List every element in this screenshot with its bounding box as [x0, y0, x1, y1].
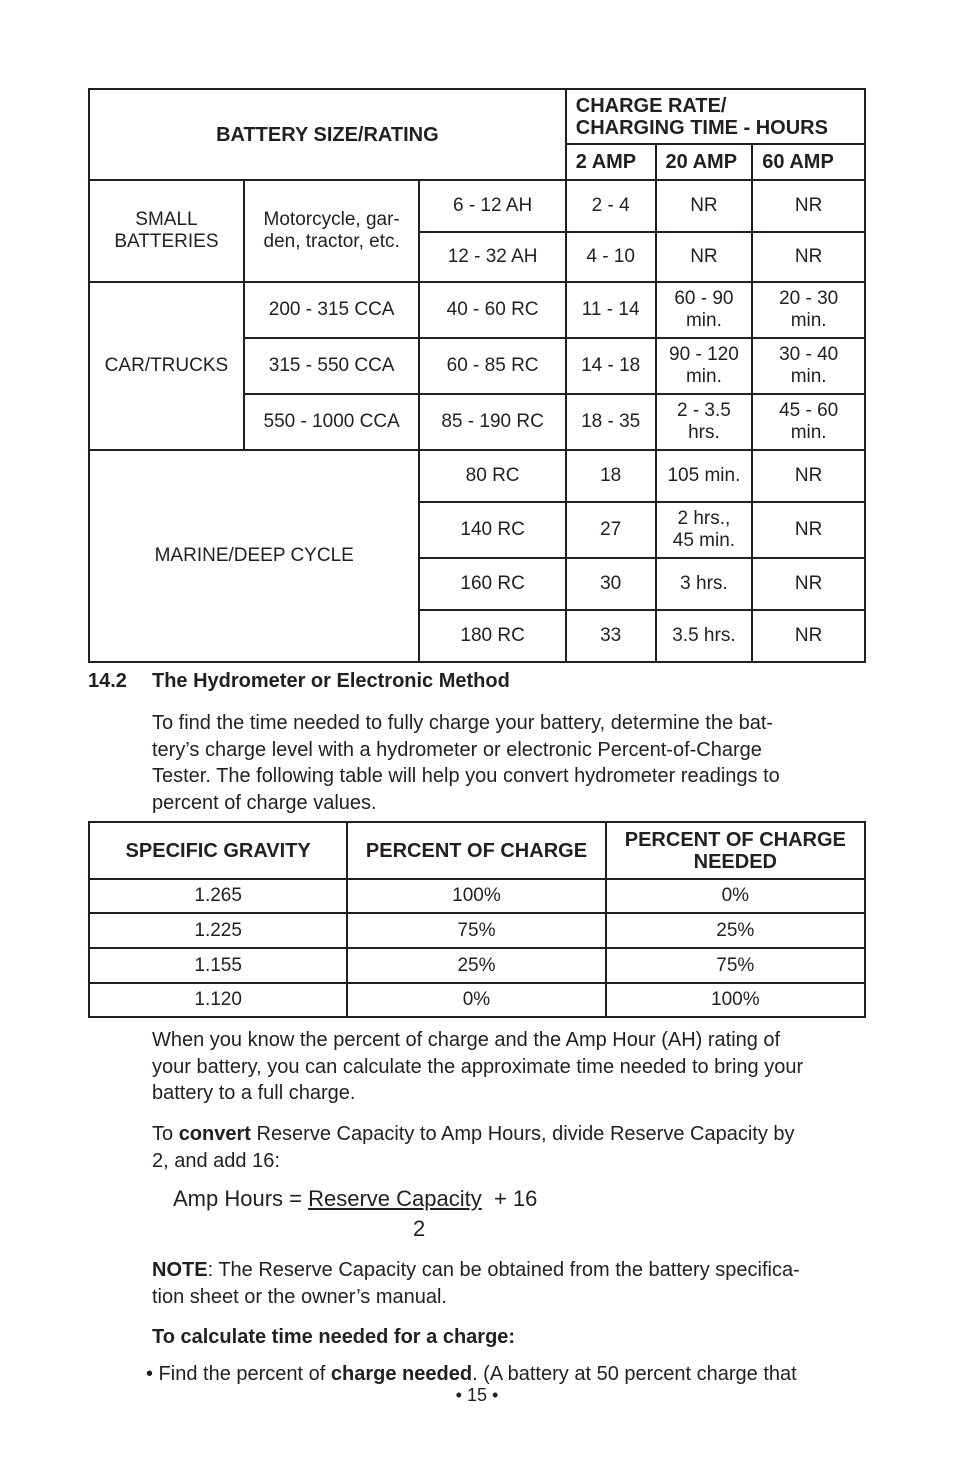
- table-row: [89, 948, 865, 983]
- car-trucks-label: CAR/TRUCKS: [89, 282, 244, 450]
- header-20-amp: 20 AMP: [656, 144, 753, 180]
- gravity-cell: 1.120: [89, 983, 347, 1017]
- header-60-amp: 60 AMP: [752, 144, 865, 180]
- amp2-cell: 18 - 35: [566, 394, 656, 450]
- amp2-cell: 11 - 14: [566, 282, 656, 338]
- table-row: [89, 913, 865, 948]
- table-row: [89, 983, 865, 1017]
- amp2-cell: 33: [566, 610, 656, 662]
- amp2-cell: 30: [566, 558, 656, 610]
- rc-cell: 160 RC: [419, 558, 565, 610]
- cca-cell: 550 - 1000 CCA: [244, 394, 420, 450]
- section-title: The Hydrometer or Electronic Method: [152, 670, 510, 692]
- amp60-cell: 45 - 60 min.: [752, 394, 865, 450]
- intro-paragraph: To find the time needed to fully charge your battery, determine the bat- tery’s charge level with a hydrometer or electronic Percent-of-Charge Tester. The following table will help you convert hydrometer readings to percent of charge values.: [152, 712, 780, 814]
- amp60-cell: NR: [752, 610, 865, 662]
- amp2-cell: 14 - 18: [566, 338, 656, 394]
- formula-plus: + 16: [481, 1186, 538, 1211]
- needed-cell: 0%: [606, 879, 865, 913]
- marine-deep-cycle-label: MARINE/DEEP CYCLE: [89, 450, 419, 662]
- section-number: 14.2: [88, 670, 127, 692]
- rating-cell: 6 - 12 AH: [419, 180, 565, 232]
- amp2-cell: 27: [566, 502, 656, 558]
- specific-gravity-table: [88, 821, 866, 1018]
- amp20-cell: 2 - 3.5 hrs.: [656, 394, 753, 450]
- cca-cell: 200 - 315 CCA: [244, 282, 420, 338]
- note-label: NOTE: [152, 1259, 208, 1281]
- note-text: : The Reserve Capacity can be obtained from the battery specifica- tion sheet or the owner’s manual.: [152, 1259, 800, 1308]
- convert-pre: To: [152, 1123, 179, 1145]
- amp20-cell: 90 - 120 min.: [656, 338, 753, 394]
- gravity-cell: 1.265: [89, 879, 347, 913]
- amp20-cell: NR: [656, 232, 753, 282]
- calc-heading: To calculate time needed for a charge:: [152, 1326, 516, 1348]
- amp60-cell: NR: [752, 502, 865, 558]
- header-2-amp: 2 AMP: [566, 144, 656, 180]
- formula-lhs: Amp Hours =: [173, 1186, 309, 1211]
- bullet-pre: • Find the percent of: [146, 1363, 331, 1385]
- needed-cell: 100%: [606, 983, 865, 1017]
- amp20-cell: 105 min.: [656, 450, 753, 502]
- cca-cell: 315 - 550 CCA: [244, 338, 420, 394]
- percent-cell: 75%: [347, 913, 605, 948]
- charge-rate-table: [88, 88, 866, 663]
- amp20-cell: 3 hrs.: [656, 558, 753, 610]
- rating-cell: 12 - 32 AH: [419, 232, 565, 282]
- amp2-cell: 2 - 4: [566, 180, 656, 232]
- amp60-cell: NR: [752, 450, 865, 502]
- amp2-cell: 18: [566, 450, 656, 502]
- table-row: [89, 180, 865, 232]
- table-row: [89, 282, 865, 338]
- table-row: [89, 879, 865, 913]
- needed-cell: 25%: [606, 913, 865, 948]
- needed-cell: 75%: [606, 948, 865, 983]
- amp-hours-formula: [173, 1186, 537, 1212]
- header-percent-needed: PERCENT OF CHARGE NEEDED: [606, 822, 865, 879]
- bullet-post: . (A battery at 50 percent charge that: [472, 1363, 797, 1385]
- rc-cell: 85 - 190 RC: [419, 394, 565, 450]
- percent-cell: 25%: [347, 948, 605, 983]
- amp20-cell: 3.5 hrs.: [656, 610, 753, 662]
- rc-cell: 60 - 85 RC: [419, 338, 565, 394]
- bullet-item: [146, 1361, 866, 1388]
- percent-cell: 0%: [347, 983, 605, 1017]
- formula-denominator: 2: [413, 1216, 426, 1241]
- gravity-cell: 1.155: [89, 948, 347, 983]
- amp60-cell: 30 - 40 min.: [752, 338, 865, 394]
- amp2-cell: 4 - 10: [566, 232, 656, 282]
- small-batteries-desc: Motorcycle, gar- den, tractor, etc.: [244, 180, 420, 282]
- amp60-cell: NR: [752, 558, 865, 610]
- header-percent-of-charge: PERCENT OF CHARGE: [347, 822, 605, 879]
- bullet-bold: charge needed: [330, 1363, 473, 1385]
- header-battery-size: BATTERY SIZE/RATING: [89, 89, 566, 180]
- rc-cell: 40 - 60 RC: [419, 282, 565, 338]
- small-batteries-label: SMALL BATTERIES: [89, 180, 244, 282]
- percent-cell: 100%: [347, 879, 605, 913]
- rc-cell: 140 RC: [419, 502, 565, 558]
- amp-hour-paragraph: When you know the percent of charge and the Amp Hour (AH) rating of your battery, you can calculate the approximate time needed to bring your battery to a full charge.: [152, 1029, 804, 1104]
- convert-paragraph: [152, 1121, 864, 1174]
- rc-cell: 180 RC: [419, 610, 565, 662]
- amp20-cell: NR: [656, 180, 753, 232]
- rc-cell: 80 RC: [419, 450, 565, 502]
- formula-numerator: Reserve Capacity: [308, 1186, 482, 1211]
- amp20-cell: 2 hrs., 45 min.: [656, 502, 753, 558]
- page-number: • 15 •: [455, 1385, 499, 1405]
- table-row: [89, 450, 865, 502]
- convert-post: Reserve Capacity to Amp Hours, divide Reserve Capacity by 2, and add 16:: [152, 1123, 795, 1172]
- header-specific-gravity: SPECIFIC GRAVITY: [89, 822, 347, 879]
- amp60-cell: NR: [752, 180, 865, 232]
- header-charge-rate: CHARGE RATE/ CHARGING TIME - HOURS: [566, 89, 865, 144]
- amp60-cell: NR: [752, 232, 865, 282]
- amp20-cell: 60 - 90 min.: [656, 282, 753, 338]
- gravity-cell: 1.225: [89, 913, 347, 948]
- note-paragraph: [152, 1257, 864, 1310]
- convert-bold: convert: [178, 1123, 251, 1145]
- amp60-cell: 20 - 30 min.: [752, 282, 865, 338]
